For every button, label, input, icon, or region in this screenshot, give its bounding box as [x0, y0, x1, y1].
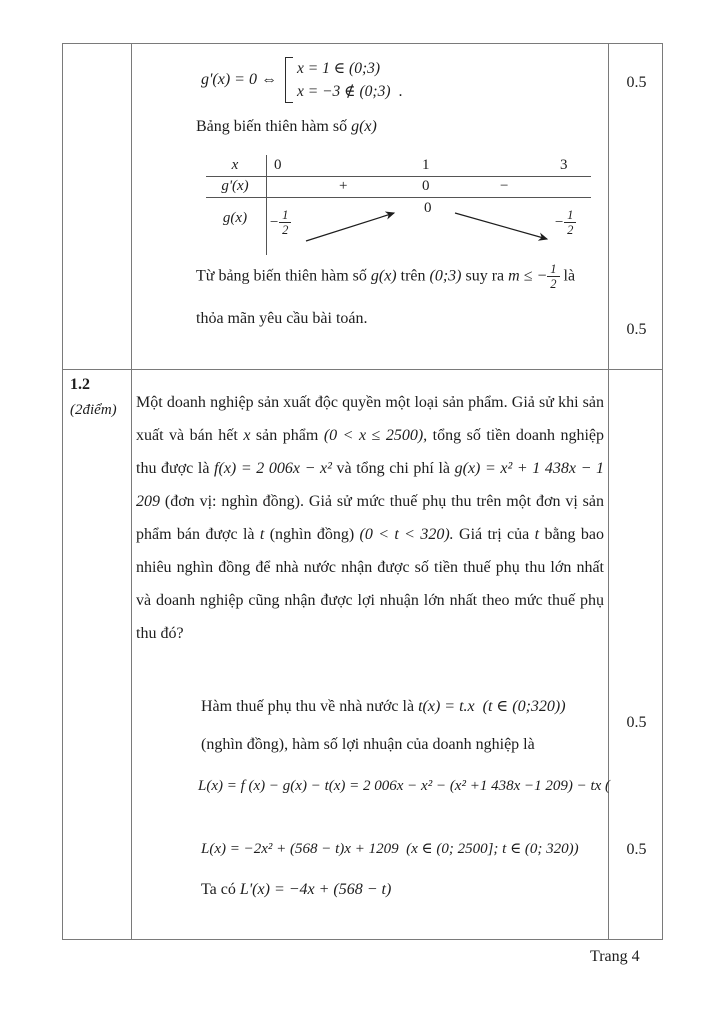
bbt-gprime-sign-left: + [339, 178, 348, 194]
fraction: $\frac{1}{2}$ [547, 262, 559, 292]
statement-math: g(x) = x² + 1 438x − 1 209 [136, 460, 604, 510]
bbt-x-value-2: 3 [560, 157, 568, 173]
fraction: $\frac{1}{2}$ [564, 208, 576, 238]
gprime-lhs: g'(x) = 0 ⇔ [201, 71, 277, 88]
score-badge: 0.5 [626, 841, 647, 858]
profit-function-line: (nghìn đồng), hàm số lợi nhuận của doanh nghiệp là [201, 736, 535, 753]
conclusion-math-2: (0;3) [429, 267, 462, 285]
statement-text: bằng bao nhiêu nghìn đồng để nhà nước nhận được số tiền thuế phụ thu lớn nhất và doanh nghiệp cũng nhận được lợi nhuận lớn nhất theo mức thuế phụ thu đó? [136, 526, 604, 642]
conclusion-math-3: m ≤ − [508, 267, 548, 285]
statement-math: (0 < x ≤ 2500), [323, 427, 428, 444]
row1-score-cell [609, 44, 664, 369]
question-points: (2điểm) [70, 402, 117, 418]
statement-math: t [259, 526, 265, 543]
bbt-caption-text: Bảng biến thiên hàm số [196, 118, 352, 135]
statement-text: Một doanh nghiệp sản xuất độc quyền một loại sản phẩm. Giả sử khi sản xuất và bán hết [136, 394, 604, 444]
minus-sign: − [554, 214, 565, 231]
tax-function-line [201, 696, 611, 716]
gprime-equation [201, 57, 403, 103]
bbt-x-value-1: 1 [422, 157, 430, 173]
statement-text: và tổng chi phí là [331, 460, 455, 477]
solution-math: (t ∈ (0;320)) [482, 698, 566, 715]
minus-sign: − [269, 214, 280, 231]
cases-block [285, 57, 391, 103]
statement-text: Giá trị của [453, 526, 535, 543]
bbt-g-label: g(x) [222, 210, 248, 226]
row1-content-cell [132, 44, 608, 369]
statement-math: x [243, 427, 251, 444]
solution-table [62, 43, 663, 940]
bbt-gprime-zero: 0 [422, 178, 430, 194]
derivative-line [201, 881, 391, 899]
case-1: x = 1 ∈ (0;3) [296, 60, 381, 77]
case-2: x = −3 ∉ (0;3) [296, 83, 391, 100]
statement-math: (0 < t < 320). [359, 526, 454, 543]
solution-math: t(x) = t.x [418, 698, 475, 715]
row2-score-cell [609, 370, 664, 941]
bbt-caption [196, 118, 377, 136]
profit-formula-simplified: L(x) = −2x² + (568 − t)x + 1209 (x ∈ (0; 2500]; t ∈ (0; 320)) [201, 841, 579, 857]
conclusion-line-2: thỏa mãn yêu cầu bài toán. [196, 310, 368, 327]
statement-text: sản phẩm [250, 427, 324, 444]
bbt-g-max-value: 0 [424, 200, 432, 216]
statement-text: (đơn vị: nghìn đồng). Giả sử mức thuế phụ thu trên một đơn vị sản phẩm bán được là [136, 493, 604, 543]
profit-formula-expanded: L(x) = f (x) − g(x) − t(x) = 2 006x − x² − (x² +1 438x −1 209) − tx ( [198, 778, 611, 794]
conclusion-math-1: g(x) [370, 267, 397, 285]
solution-text: Ta có [201, 881, 240, 898]
conclusion-text-1: Từ bảng biến thiên hàm số [196, 267, 371, 285]
equation-period: . [398, 83, 403, 100]
conclusion-text-4: là [559, 267, 576, 285]
statement-text: (nghìn đồng) [264, 526, 360, 543]
left-bracket-icon [285, 57, 293, 103]
fraction: $\frac{1}{2}$ [279, 208, 291, 238]
statement-text: tổng số tiền doanh nghiệp thu được là [136, 427, 605, 477]
cases-stack [293, 57, 391, 103]
bbt-x-label: x [231, 157, 239, 173]
bbt-x-value-0: 0 [274, 157, 282, 173]
row2-content-cell [132, 370, 611, 941]
page-footer: Trang 4 [590, 948, 640, 965]
score-badge: 0.5 [626, 74, 647, 91]
conclusion-line-1 [196, 262, 606, 292]
statement-math: t [534, 526, 540, 543]
bbt-caption-math: g(x) [351, 118, 377, 135]
bbt-gprime-label: g'(x) [221, 178, 249, 194]
problem-statement [136, 386, 604, 650]
increase-arrow [306, 213, 394, 241]
conclusion-text-3: suy ra [461, 267, 509, 285]
conclusion-text-2: trên [396, 267, 430, 285]
statement-math: f(x) = 2 006x − x² [214, 460, 332, 477]
score-badge: 0.5 [626, 714, 647, 731]
solution-math: L'(x) = −4x + (568 − t) [239, 881, 392, 898]
decrease-arrow [455, 213, 547, 239]
row2-label-cell [63, 370, 131, 941]
variation-table [206, 155, 591, 255]
question-number: 1.2 [70, 376, 90, 393]
bbt-arrows [206, 155, 591, 255]
solution-text: Hàm thuế phụ thu về nhà nước là [201, 698, 419, 715]
bbt-gprime-sign-right: − [500, 178, 509, 194]
score-badge: 0.5 [626, 321, 647, 338]
